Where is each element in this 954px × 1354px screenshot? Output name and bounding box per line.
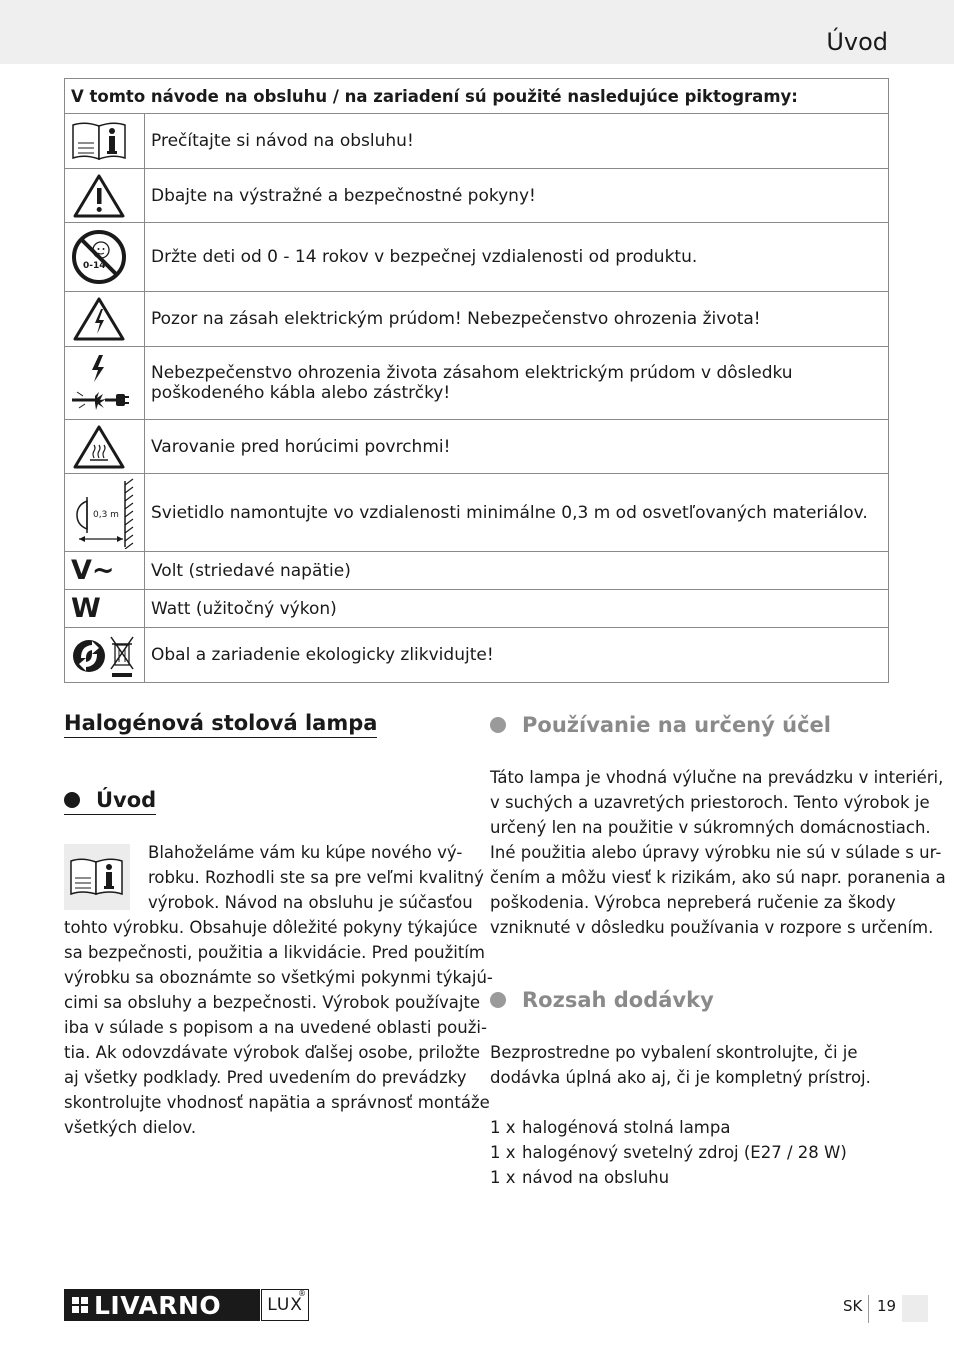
electric-shock-icon [65,292,145,347]
item-name: návod na obsluhu [522,1168,670,1187]
intro-line: sa bezpečnosti, použitia a likvidácie. Pred použitím [64,943,485,962]
intro-manual-icon [64,844,130,910]
page-number: 19 [877,1297,897,1315]
use-line: určený len na použitie v súkromných domácnostiach. [490,818,931,837]
header-band [0,0,954,64]
recycle-dispose-icon [65,628,145,683]
intro-line: tia. Ak odovzdávate výrobok ďalšej osobe, priložte [64,1043,481,1062]
intro-heading-text: Úvod [96,788,157,812]
damaged-cable-icon [65,347,145,420]
intro-line: výrobok. Návod na obsluhu je súčasťou [148,893,473,912]
scope-heading [490,987,714,1013]
intro-line: cimi sa obsluhy a bezpečnosti. Výrobok používajte [64,993,481,1012]
keep-children-away-icon [65,223,145,292]
bullet-icon [490,717,506,733]
brand-logo [64,1289,309,1321]
pictogram-row [65,114,889,169]
intro-heading [64,787,156,815]
pictogram-row [65,552,889,590]
product-title: Halogénová stolová lampa [64,710,377,738]
brand-suffix: LUX [267,1295,303,1315]
pictogram-table [64,78,889,683]
pictogram-row [65,169,889,223]
item-name: halogénová stolná lampa [522,1118,731,1137]
scope-line: Bezprostredne po vybalení skontrolujte, či je [490,1043,858,1062]
page-tab [902,1295,928,1322]
warning-icon [65,169,145,223]
pictogram-heading: V tomto návode na obsluhu / na zariadení sú použité nasledujúce piktogramy: [65,79,889,114]
item-qty: 1 x [490,1118,516,1137]
manual-icon [65,114,145,169]
icon-label-distance: 0,3 m [93,509,119,520]
pictogram-text: Pozor na zásah elektrickým prúdom! Nebezpečenstvo ohrozenia života! [145,292,889,347]
use-line: vzniknuté v dôsledku používania v rozpore s určením. [490,918,934,937]
pictogram-table-header [65,79,889,114]
intro-paragraph [64,915,493,1140]
pictogram-text: Dbajte na výstražné a bezpečnostné pokyny! [145,169,889,223]
pictogram-text: Volt (striedavé napätie) [145,552,889,590]
item-qty: 1 x [490,1168,516,1187]
pictogram-row [65,223,889,292]
scope-heading-text: Rozsah dodávky [522,988,714,1012]
list-item [490,1140,847,1165]
use-line: čením a môžu viesť k rizikám, ako sú napr. poranenia a [490,868,946,887]
watt-symbol: W [71,593,101,624]
intro-paragraph-wrap [148,840,484,915]
page-divider [868,1295,869,1323]
bullet-icon [64,792,80,808]
intro-line: iba v súlade s popisom a na uvedené oblasti použi- [64,1018,487,1037]
pictogram-text: Držte deti od 0 - 14 rokov v bezpečnej vzdialenosti od produktu. [145,223,889,292]
use-line: Táto lampa je vhodná výlučne na prevádzku v interiéri, [490,768,944,787]
pictogram-text: Prečítajte si návod na obsluhu! [145,114,889,169]
use-heading [490,712,831,738]
distance-icon [65,474,145,552]
use-paragraph [490,765,946,940]
pictogram-text: Svietidlo namontujte vo vzdialenosti minimálne 0,3 m od osvetľovaných materiálov. [145,474,889,552]
use-heading-text: Používanie na určený účel [522,713,831,737]
intro-line: tohto výrobku. Obsahuje dôležité pokyny týkajúce [64,918,478,937]
intro-line: aj všetky podklady. Pred uvedením do prevádzky [64,1068,467,1087]
pictogram-text: Varovanie pred horúcimi povrchmi! [145,420,889,474]
scope-paragraph [490,1040,890,1090]
intro-line: Blahoželáme vám ku kúpe nového vý- [148,843,463,862]
intro-line: výrobku sa oboznámte so všetkými pokynmi týkajú- [64,968,493,987]
intro-line: všetkých dielov. [64,1118,197,1137]
pictogram-row [65,420,889,474]
pictogram-row [65,292,889,347]
hot-surface-icon [65,420,145,474]
use-line: v suchých a uzavretých priestoroch. Tento výrobok je [490,793,930,812]
list-item [490,1165,847,1190]
bullet-icon [490,992,506,1008]
pictogram-text: Nebezpečenstvo ohrozenia života zásahom elektrickým prúdom v dôsledku poškodeného kábla alebo zástrčky! [145,347,889,420]
pictogram-row [65,628,889,683]
brand-name: LIVARNO [94,1290,222,1320]
pictogram-text: Obal a zariadenie ekologicky zlikvidujte! [145,628,889,683]
intro-line: skontrolujte vhodnosť napätia a správnosť montáže [64,1093,490,1112]
scope-line: dodávka úplná ako aj, či je kompletný prístroj. [490,1068,871,1087]
registered-mark: ® [298,1289,307,1298]
use-line: Iné použitia alebo úpravy výrobku nie sú v súlade s ur- [490,843,942,862]
list-item [490,1115,847,1140]
brand-logo-main [64,1289,260,1321]
volt-symbol: V~ [71,555,115,586]
pictogram-text: Watt (užitočný výkon) [145,590,889,628]
pictogram-row [65,590,889,628]
language-code: SK [843,1297,863,1315]
item-qty: 1 x [490,1143,516,1162]
pictogram-row [65,474,889,552]
intro-line: robku. Rozhodli ste sa pre veľmi kvalitný [148,868,484,887]
item-name: halogénový svetelný zdroj (E27 / 28 W) [522,1143,847,1162]
watt-icon [65,590,145,628]
brand-suffix-box [261,1289,309,1321]
use-line: poškodenia. Výrobca nepreberá ručenie za škody [490,893,896,912]
pictogram-row [65,347,889,420]
icon-label-children: 0-14 [83,261,106,271]
volt-icon [65,552,145,590]
page-title: Úvod [826,28,888,56]
logo-squares-icon [72,1297,88,1313]
supply-list [490,1115,847,1190]
